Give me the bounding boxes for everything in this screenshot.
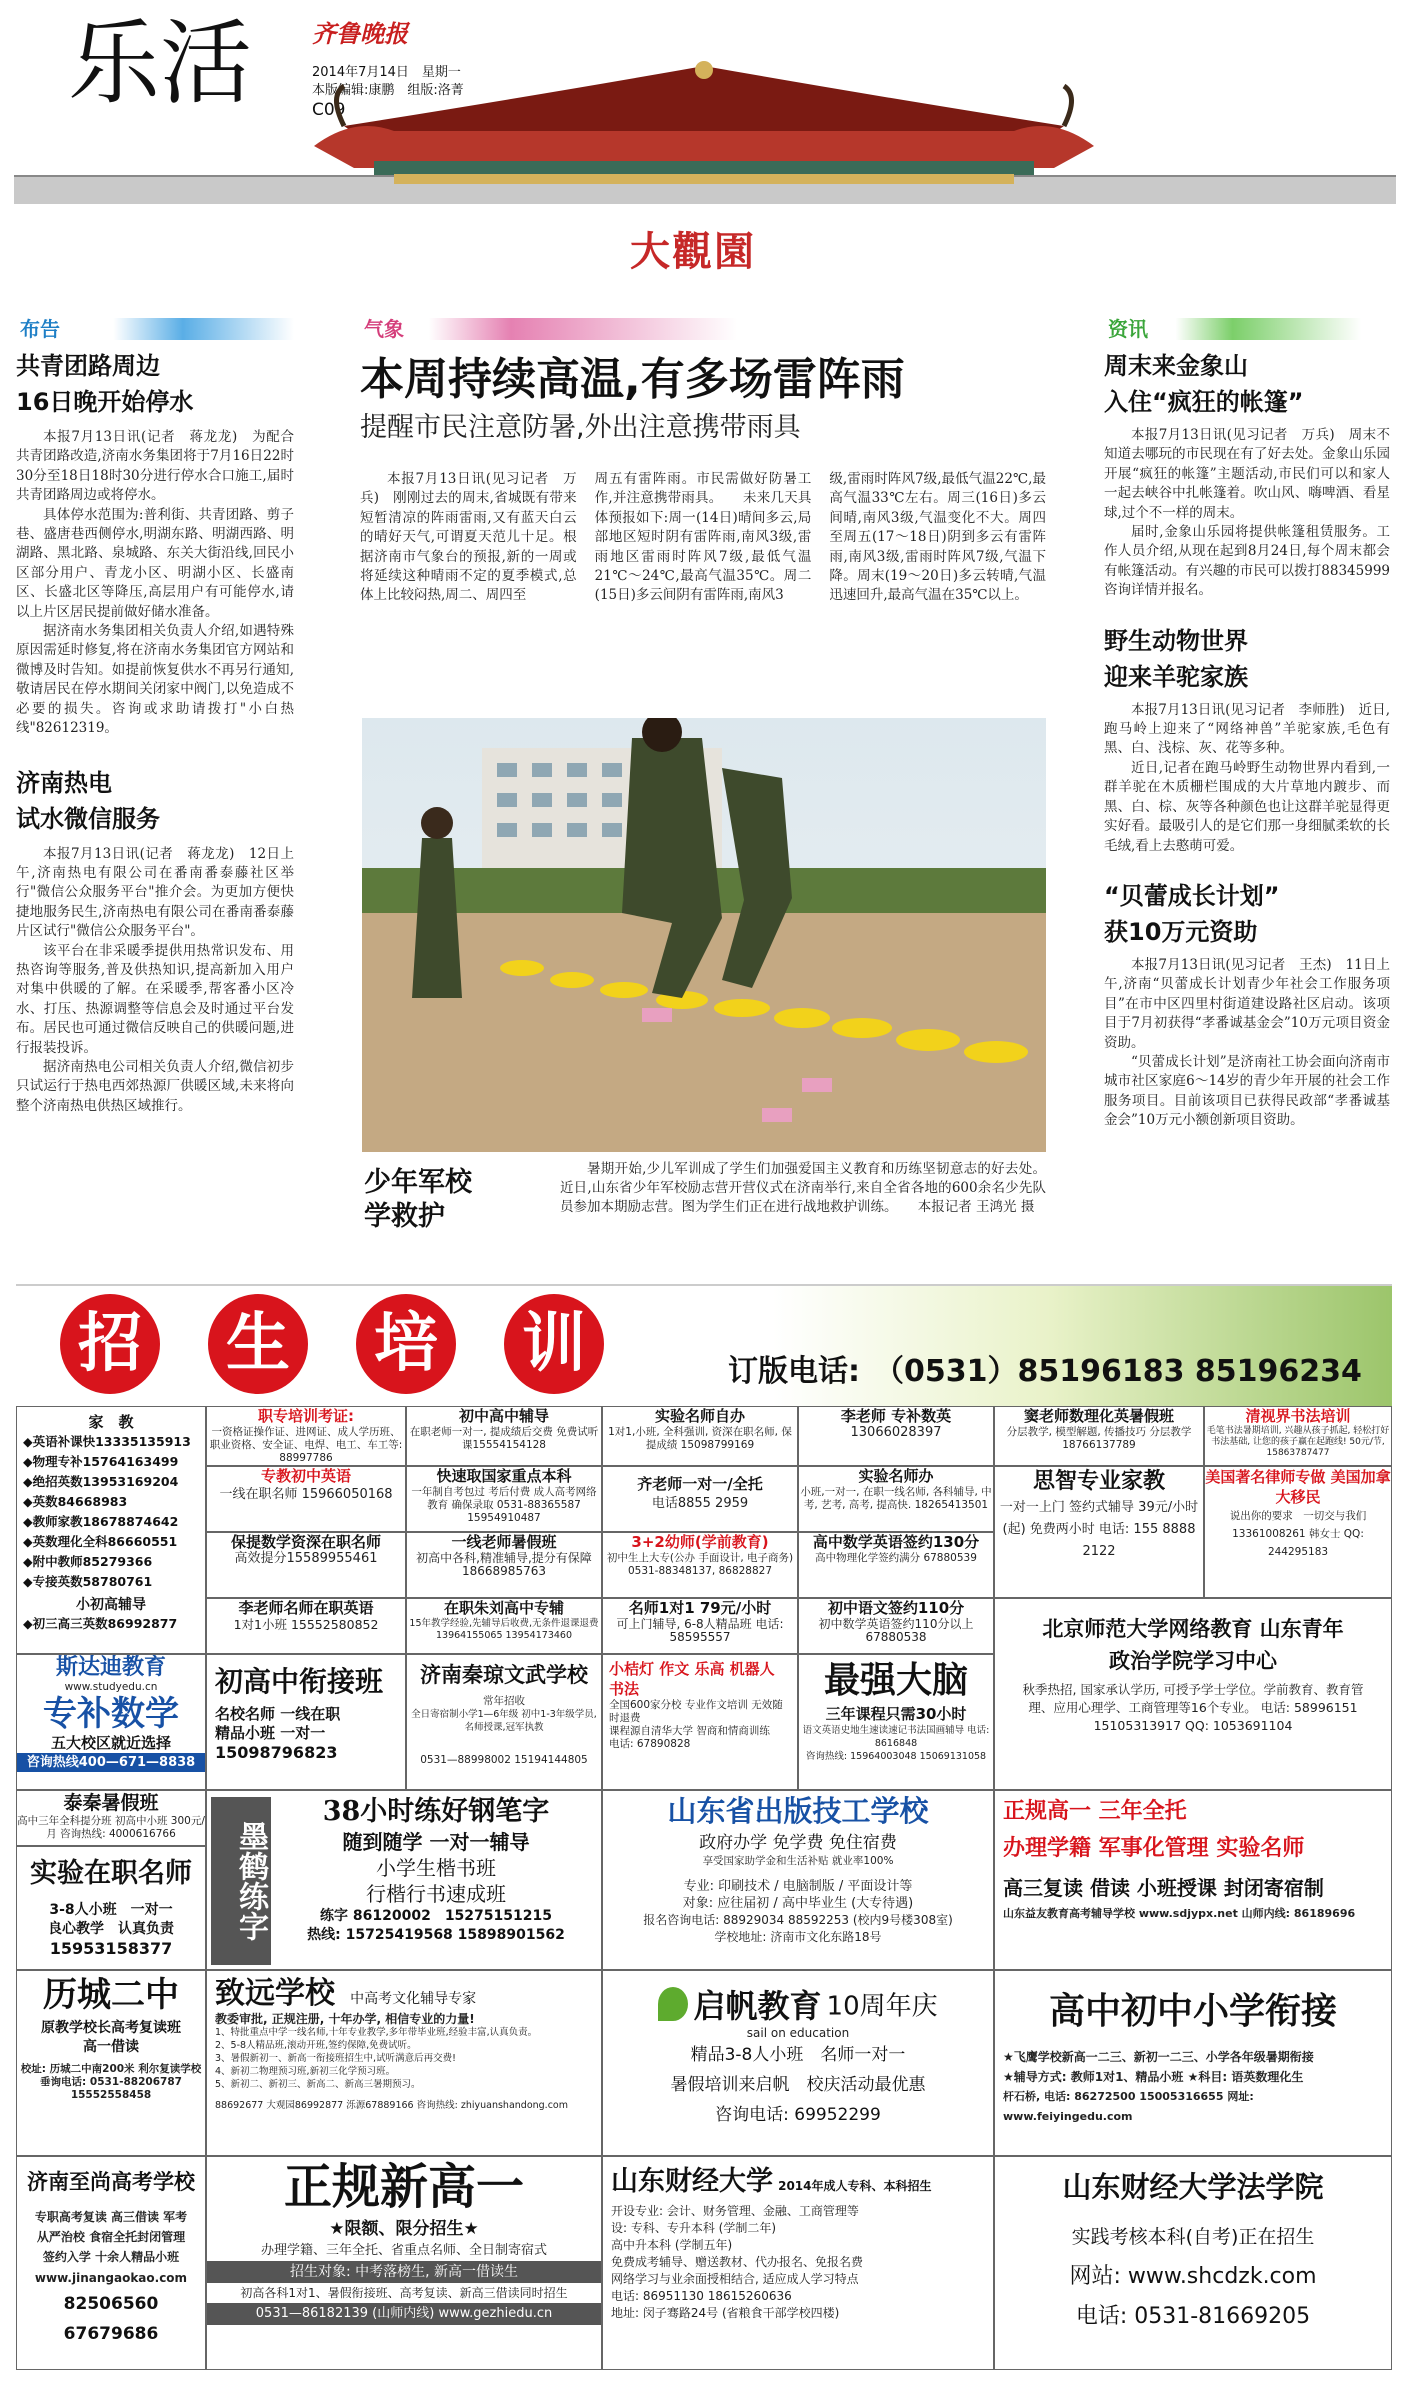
ad-text: 10周年庆 [826,1991,938,2022]
ad-headline: 启帆教育 [693,1987,822,2025]
weather-body [360,470,1046,606]
photo-military-camp [362,718,1046,1152]
article-body [1104,426,1390,601]
banner-char-circle: 生 [208,1294,308,1394]
ad-studyedu [16,1654,206,1790]
ad-title: 窦老师数理化英暑假班 [1023,1407,1174,1425]
ad-qifan [602,1970,994,2156]
list-item: ◆英数理化全科86660551 [23,1534,178,1549]
info-tag-bar [1104,318,1390,340]
masthead [0,0,1409,275]
ad-text: 校址: 历城二中南200米 利尔复读学校 [20,2063,202,2075]
list-item: 3、暑假新初一、新高一衔接班招生中,试听满意后再交费! [215,2053,456,2064]
ad-phone: 垂询电话: 0531-88206787 15552558458 [40,2076,182,2101]
column-logo: 大觀園 [630,228,756,275]
ad-title: 美国著名律师专做 美国加拿大移民 [1205,1468,1391,1506]
ad-shiyan [16,1846,206,1970]
ad-zhenggui2 [206,2156,602,2370]
ad-text: 一对一上门 签约式辅导 39元/小时(起) 免费两小时 电话: 155 8888 2122 [999,1500,1199,1559]
ad-xiaojuedeng [602,1654,798,1790]
ad-text: 可上门辅导, 6-8人精品班 电话: 58595557 [616,1617,784,1644]
ad-text: 行楷行书速成班 [366,1882,506,1906]
ad-text: 小班,一对一, 在职一线名师, 各科辅导, 中考, 艺考, 高考, 提高快. 18265413501 [800,1486,992,1511]
ad-headline: 山东财经大学 [611,2166,773,2197]
ad-text: 一资格证操作证、进网证、成人学历班、职业资格、安全证、电焊、电工、车工等: 88997786 [209,1426,403,1464]
ad-cell [994,1406,1204,1466]
paragraph: 本报7月13日讯(记者 蒋龙龙) 为配合共青团路改造,济南水务集团将于7月16日22时30分至18日18时30分进行停水合口施工,届时共青团路周边或将停水。 [16,429,294,504]
banner-char-circle: 训 [504,1294,604,1394]
ad-text: 山东益友教育高考辅导学校 www.sdjypx.net 山师内线: 86189696 [1003,1907,1356,1920]
ad-title: 思智专业家教 [1032,1469,1165,1494]
ad-text: 说出你的要求 一切交与我们 13361008261 韩女士 QQ: 244295183 [1229,1510,1367,1558]
ad-text: 办理学籍、三年全托、省重点名师、全日制寄宿式 [260,2243,547,2258]
ad-headline: 高中初中小学衔接 [1048,1990,1337,2032]
leaf-icon [658,1987,688,2021]
ad-title: 专教初中英语 [260,1467,351,1485]
paragraph: 近日,记者在跑马岭野生动物世界内看到,一群羊驼在木质栅栏围成的大片草地内踱步、而黑、白、棕、灰等各种颜色也让这群羊驼显得更实好看。最吸引人的是它们那一身细腻柔软的长毛绒,看上去憨萌可爱。 [1104,759,1390,854]
ad-logo: 墨鹤练字 [211,1797,271,1965]
ad-zhenggui1 [994,1790,1392,1970]
notice-column [16,318,294,1116]
list-item: 1、特批重点中学一线名师,十年专业教学,多年带毕业班,经验丰富,认真负责。 [215,2027,538,2038]
ad-headline: 致远学校 [215,1976,335,2011]
ad-text: 秋季热招, 国家承认学历, 可授予学士学位。学前教育、教育管理、应用心理学、工商管理等16个专业。 电话: 58996151 15105313917 QQ: 1053691104 [1022,1682,1364,1733]
ad-text: 三年课程只需30小时 [825,1705,967,1723]
ad-shandong-chuban [602,1790,994,1970]
ad-text: 随到随学 一对一辅导 [342,1830,530,1854]
ad-text: 常年招收 [483,1695,525,1707]
weather-headline: 本周持续高温,有多场雷阵雨 [360,354,905,405]
ad-banner-title [60,1294,604,1394]
issue-date: 2014年7月14日 星期一 [312,65,461,80]
ad-phone: 杆石桥, 电话: 86272500 15005316655 网址: www.feiyingedu.com [1003,2090,1254,2123]
ad-cell [406,1598,602,1654]
ad-text: 高中三年全科提分班 初高中小班 300元/月 咨询热线: 4000616766 [17,1815,205,1840]
notice-tag-bar [16,318,294,340]
paragraph: 据济南热电公司相关负责人介绍,微信初步只试运行于热电西郊热源厂供暖区域,未来将向整个济南热电供热区域推行。 [16,1058,294,1114]
ad-text: 小学生楷书班 [376,1856,496,1880]
ad-headline: 办理学籍 军事化管理 实验名师 [1003,1836,1305,1861]
ad-text: 暑假培训来启帆 校庆活动最优惠 [670,2075,926,2095]
ad-phone: 热线: 15725419568 15898901562 [307,1927,565,1943]
ad-title: 实验名师自办 [654,1407,745,1425]
ad-zhishang [16,2156,206,2370]
photo-title [364,1166,472,1234]
article-title [1104,348,1390,420]
ad-xianjie2 [994,1970,1392,2156]
editors-line: 本版编辑:康鹏 组版:洛菁 [312,83,464,98]
list-item: ◆附中教师85279366 [23,1554,153,1569]
ad-text: 高效提分15589955461 [234,1551,378,1566]
article-title-line: “贝蕾成长计划” [1104,881,1280,910]
ad-title: 齐老师一对一/全托 [637,1475,763,1493]
ad-licheng [16,1970,206,2156]
ad-text: 1对1小班 15552580852 [233,1617,379,1632]
list-item: ◆初三高三英数86992877 [23,1616,178,1631]
paragraph: 具体停水范围为:普利街、共青团路、剪子巷、盛唐巷西侧停水,明湖东路、明湖西路、明湖路、黑北路、泉城路、东关大街沿线,回民小区部分用户、青龙小区、明湖小区、长盛南区、长盛北区等降压,高层用户有可能停水,请以上片区居民提前做好储水准备。 [16,506,294,620]
ad-text: 签约入学 十余人精品小班 [42,2250,180,2264]
ad-qinqiong [406,1654,602,1790]
ad-text: 一年制自考包过 考后付费 成人高考网络教育 确保录取 0531-88365587 15954910487 [411,1486,597,1524]
ad-text: 初高各科1对1、暑假衔接班、高考复读、新高三借读同时招生 [240,2286,568,2300]
ad-text: ★飞鹰学校新高一二三、新初一二三、小学各年级暑期衔接 [1003,2050,1314,2064]
ad-title: 清视界书法培训 [1245,1407,1351,1425]
ad-cell [602,1406,798,1466]
ad-text: 免费成考辅导、赠送教材、代办报名、免报名费 [611,2255,864,2269]
article-title-line: 周末来金象山 [1104,352,1248,380]
ad-title: 高中数学英语签约130分 [812,1533,980,1551]
ad-text: 招生对象: 中考落榜生, 新高一借读生 [207,2261,601,2283]
ad-text: 15年教学经验,先辅导后收费,无条件退课退费 13964155065 13954173460 [409,1618,599,1641]
pagoda-roof-banner [14,56,1396,216]
ad-subtitle: 小初高辅导 [76,1597,146,1613]
ad-cell [1204,1466,1392,1598]
ad-cell [206,1532,406,1598]
ad-text: 享受国家助学金和生活补贴 就业率100% [702,1855,894,1867]
ad-home-tutor [16,1406,206,1654]
ad-headline: 最强大脑 [823,1659,968,1701]
paragraph: 周五有雷阵雨。市民需做好防暑工作,并注意携带雨具。 未来几天具体预报如下:周一(14日)晴间多云,局部地区短时阴有雷阵雨,南风3级,雷雨地区雷雨时阵风7级,最低气温21℃～24℃,最高气温35℃。周二(15日)多云间阴有雷阵雨,南风3 [594,471,812,604]
ad-headline: 山东财经大学法学院 [1062,2170,1324,2204]
ad-cell [798,1466,994,1532]
ad-url: www.studyedu.cn [64,1681,158,1693]
ad-text: ★辅导方式: 教师1对1、精品小班 ★科目: 语英数理化生 [1003,2070,1304,2084]
ad-phone: 练字 86120002 15275151215 [320,1908,552,1924]
ad-text: 13066028397 [850,1425,942,1440]
ad-text: 教委审批, 正规注册, 十年办学, 相信专业的力量! [215,2012,475,2026]
ad-text: 地址: 闵子骞路24号 (省粮食干部学校四楼) [611,2306,840,2320]
ad-phone: 82506560 67679686 [63,2294,159,2344]
ad-text: 对象: 应往届初 / 高中毕业生 (大专待遇) [682,1896,914,1911]
ad-text: 语文英语史地生速读速记书法国画辅导 电话: 8616848 [802,1725,990,1749]
ad-headline: 小桔灯 作文 乐高 机器人 书法 [609,1660,775,1698]
ad-text: 专业: 印刷技术 / 电脑制版 / 平面设计等 [683,1879,913,1894]
ad-text: 五大校区就近选择 [50,1734,171,1752]
paragraph: 该平台在非采暖季提供用热常识发布、用热咨询等服务,普及供热知识,提高新加入用户对集中供暖的了解。在采暖季,帮客番小区冷水、打压、热源调整等信息会及时通过平台发布。居民也可通过微信反映自己的供暖问题,进行报装投诉。 [16,942,294,1056]
ad-text: 3-8人小班 一对一 [49,1902,173,1918]
page-number: C09 [312,100,346,120]
list-item: ◆绝招英数13953169204 [23,1474,179,1489]
ad-text: sail on education [746,2026,850,2040]
ad-headline: 高三复读 借读 小班授课 封闭寄宿制 [1003,1876,1324,1900]
ad-title: 初中高中辅导 [458,1407,549,1425]
ad-text: 名校名师 一线在职 [215,1705,341,1723]
ad-headline: 济南至尚高考学校 [27,2169,195,2194]
ad-cell [798,1406,994,1466]
ad-text: ★限额、限分招生★ [329,2219,479,2239]
ad-title: 职专培训考证: [258,1407,354,1425]
ad-text: 从严治校 食宿全托封闭管理 [36,2230,186,2244]
article-title-line: 济南热电 [16,768,112,797]
ad-cell [206,1406,406,1466]
info-tag: 资讯 [1108,317,1148,341]
order-phone: （0531）85196183 85196234 [874,1354,1362,1389]
ad-headline: 山东省出版技工学校 [667,1794,929,1828]
ad-title: 家 教 [88,1413,134,1431]
banner-char-circle: 培 [356,1294,456,1394]
article-title-line: 野生动物世界 [1104,626,1248,655]
ad-content [275,1795,597,1945]
info-column [1104,318,1390,1131]
ad-banner [16,1284,1392,1406]
ad-mohe [206,1790,602,1970]
ad-headline: 专补数学 [43,1694,179,1734]
ad-title: 3+2幼师(学前教育) [631,1533,769,1551]
ad-title: 李老师 专补数英 [840,1407,952,1425]
paragraph: 级,雷雨时阵风7级,最低气温22℃,最高气温33℃左右。周三(16日)多云间晴,南风3级,气温变化不大。周四至周五(17～18日)阴到多云有雷阵雨,南风3级,雷雨时阵风7级,气温下降。周末(19～20日)多云转晴,气温迅速回升,最高气温在35℃以上。 [829,471,1047,604]
paragraph: 本报7月13日讯(见习记者 万兵) 周末不知道去哪玩的市民现在有了好去处。金象山乐园开展“疯狂的帐篷”主题活动,市民们可以和家人一起去峡谷中扎帐篷着。吹山风、嗨啤酒、看星球,过个不一样的周末。 [1104,427,1390,521]
ad-phone: 电话: 0531-81669205 [1075,2304,1311,2329]
ad-text: 设: 专科、专升本科 (学制二年) [611,2221,777,2235]
ad-text: 中高考文化辅导专家 [350,1991,477,2007]
list-item: ◆英数84668983 [23,1494,128,1509]
ad-cell [602,1466,798,1532]
paragraph: 暑期开始,少儿军训成了学生们加强爱国主义教育和历练坚韧意志的好去处。近日,山东省少年军校励志营开营仪式在济南举行,来自全省各地的600余名少先队员参加本期励志营。图为学生们正在进行战地救护训练。 本报记者 王鸿光 摄 [560,1161,1046,1215]
ad-cell [994,1598,1392,1790]
ad-text: 初高中各科,精准辅导,提分有保障 18668985763 [416,1551,592,1578]
ad-phone: 咨询热线400—671—8838 [17,1753,205,1772]
ad-text: 全国600家分校 专业作文培训 无效随时退费 [609,1699,783,1724]
ad-text: 初中数学英语签约110分以上 67880538 [818,1617,974,1644]
ad-cell [602,1532,798,1598]
weather-section [360,318,1046,606]
order-phone-label: 订版电话: [728,1354,860,1389]
ad-headline: 历城二中 [43,1975,179,2015]
ad-taiqin [16,1790,206,1846]
ad-text: 2014年成人专科、本科招生 [778,2179,932,2193]
article-title [1104,878,1390,950]
paragraph: 本报7月13日讯(见习记者 王杰) 11日上午,济南“贝蕾成长计划青少年社会工作服务项目”在市中区四里村街道建设路社区启动。该项目于7月初获得“孝番诚基金会”10万元项目资金资助。 [1104,956,1390,1051]
ad-text: 课程源自清华大学 智商和情商训练 [609,1725,770,1737]
photo-illustration [362,718,1046,1152]
article-title-line: 共青团路周边 [16,352,160,380]
ad-text: 全日寄宿制小学1—6年级 初中1-3年级学员,名师授课,冠军执教 [411,1709,597,1733]
ad-title: 保提数学资深在职名师 [230,1533,381,1551]
ad-headline: 实验在职名师 [30,1858,192,1889]
list-item: 2、5-8人精品班,滚动开班,签约保障,免费试听。 [215,2040,417,2051]
ad-url: www.jinangaokao.com [34,2271,188,2285]
ad-phone: 0531—86182139 (山师内线) www.gezhiedu.cn [207,2303,601,2325]
ad-list [23,1432,199,1592]
ad-headline: 正规新高一 [283,2159,524,2215]
ad-phone: 电话: 67890828 [609,1738,691,1750]
ad-title-row [603,1981,993,2027]
ad-text: 高一借读 [83,2039,139,2055]
paragraph: 届时,金象山乐园将提供帐篷租赁服务。工作人员介绍,从现在起到8月24日,每个周末都会有帐篷活动。有兴趣的市民可以拨打88345999咨询详情并报名。 [1104,524,1390,599]
list-item: ◆物理专补15764163499 [23,1454,179,1469]
paragraph: 本报7月13日讯(见习记者 万兵) 刚刚过去的周末,省城既有带来短暂清凉的阵雨雷雨,又有蓝天白云的晴好天气,可谓夏天范儿十足。根据济南市气象台的预报,新的一周或将延续这种晴雨不定的夏季模式,总体上比较闷热,周二、周四至 [360,471,577,604]
ad-caijing1 [602,2156,994,2370]
ad-caijing2 [994,2156,1392,2370]
ad-url: 网站: www.shcdzk.com [1069,2264,1317,2289]
ad-headline: 38小时练好钢笔字 [322,1796,550,1827]
list-item: ◆专接英数58780761 [23,1574,153,1589]
ad-cell [994,1466,1204,1598]
ad-zuiqiang [798,1654,994,1790]
photo-caption [560,1160,1046,1217]
list-item: 5、新初二、新初三、新高二、新高三暑期预习。 [215,2079,421,2090]
article-body [1104,701,1390,856]
ad-text: 1对1,小班, 全科强训, 资深在职名师, 保提成绩 15098799169 [608,1426,792,1451]
weather-tag: 气象 [364,317,404,341]
ad-text: 学校地址: 济南市文化东路18号 [714,1930,882,1944]
ad-title: 初中语文签约110分 [827,1599,965,1617]
notice-tag: 布告 [20,317,60,341]
article-title-line: 获10万元资助 [1104,917,1258,946]
ad-title: 实验名师办 [858,1467,934,1485]
ad-cell [602,1598,798,1654]
ad-phone: 咨询热线: 15964003048 15069131058 [805,1751,987,1762]
article-title [1104,623,1390,695]
ad-title: 在职朱刘高中专辅 [443,1599,564,1617]
article-body [1104,956,1390,1131]
ad-cell [206,1466,406,1532]
ad-text: 精品小班 一对一 [215,1724,326,1742]
ad-text: 良心教学 认真负责 [48,1921,174,1937]
ad-text: 专职高考复读 高三借读 军考 [34,2210,188,2224]
article-title [16,765,294,837]
article-body [16,428,294,739]
ad-title: 名师1对1 79元/小时 [628,1599,772,1617]
ad-cell [1204,1406,1392,1466]
paragraph: 本报7月13日讯(见习记者 李师胜) 近日,跑马岭上迎来了“网络神兽”羊驼家族,毛色有黑、白、浅棕、灰、花等多种。 [1104,701,1390,757]
weather-subhead: 提醒市民注意防暑,外出注意携带雨具 [360,412,801,443]
ad-logo: 斯达迪教育 [55,1655,166,1680]
ad-cell [406,1532,602,1598]
ad-zhiyuan [206,1970,602,2156]
ad-text: 报名咨询电话: 88929034 88592253 (校内9号楼308室) [643,1913,953,1927]
ad-text: 电话8855 2959 [651,1496,749,1511]
article-body [16,845,294,1117]
ad-phone: 15953158377 [49,1939,173,1958]
ad-text: 在职老师一对一, 提成绩后交费 免费试听课15554154128 [409,1426,599,1451]
ad-headline: 正规高一 三年全托 [1003,1799,1187,1824]
ad-cell [798,1598,994,1654]
ad-headline: 泰秦暑假班 [63,1792,159,1814]
page-title: 乐活 [68,10,253,117]
ad-text: 政府办学 免学费 免住宿费 [699,1833,897,1853]
ad-title: 一线老师暑假班 [451,1533,557,1551]
ad-phone: 电话: 86951130 18615260636 [611,2289,792,2303]
ad-phone: 15098796823 [215,1743,338,1762]
article-title-line: 16日晚开始停水 [16,388,194,416]
article-title-line: 迎来羊驼家族 [1104,662,1248,691]
ad-cell [406,1466,602,1532]
ad-title-row [611,2161,985,2203]
article-title [16,348,294,420]
ad-title: 李老师名师在职英语 [238,1599,374,1617]
ad-text: 高中物理化学签约满分 67880539 [815,1552,977,1564]
ad-phone: 0531—88998002 15194144805 [420,1754,588,1766]
ad-text: 网络学习与业余面授相结合, 适应成人学习特点 [611,2272,859,2286]
ad-cell [206,1598,406,1654]
photo-title-line: 少年军校 [364,1167,472,1198]
ad-title: 快速取国家重点本科 [436,1467,572,1485]
ad-text: 原教学校长高考复读班 [41,2020,181,2036]
ad-text: 高中升本科 (学制五年) [611,2238,733,2252]
weather-tag-bar [360,318,1046,340]
ad-text: 精品3-8人小班 名师一对一 [690,2045,906,2065]
list-item: 4、新初二物理预习班,新初三化学预习班。 [215,2066,396,2077]
list-item: ◆教师家教18678874642 [23,1514,179,1529]
ad-cell [798,1532,994,1598]
newspaper-brand: 齐鲁晚报 [312,20,408,48]
ad-headline: 济南秦琼文武学校 [420,1662,588,1687]
ad-text: 一线在职名师 15966050168 [219,1487,393,1502]
photo-title-line: 学救护 [364,1201,445,1232]
ad-phone: 88692677 大观园86992877 泺源67889166 咨询热线: zhiyuanshandong.com [215,2100,568,2111]
article-title-line: 入住“疯狂的帐篷” [1104,388,1304,416]
banner-char-circle: 招 [60,1294,160,1394]
ad-cell [406,1406,602,1466]
ad-phone: 咨询电话: 69952299 [715,2105,881,2125]
ad-title: 北京师范大学网络教育 山东青年政治学院学习中心 [1042,1617,1344,1673]
paragraph: 本报7月13日讯(记者 蒋龙龙) 12日上午,济南热电有限公司在番南番泰藤社区举行"微信公众服务平台"推介会。为更加方便快捷地服务民生,济南热电有限公司在番南番泰藤片区试行"微信公众服务平台"。 [16,845,294,940]
ad-text: 分层教学, 模型解题, 传播技巧 分层教学 18766137789 [1006,1426,1192,1451]
ad-xianjie [206,1654,406,1790]
ad-title-row [215,1975,593,2013]
ad-text: 初中生上大专(公办 手面设计, 电子商务) 0531-88348137, 86828827 [606,1552,794,1577]
ad-headline: 初高中衔接班 [215,1665,384,1698]
list-item: ◆英语补课快13335135913 [23,1434,191,1449]
paragraph: 据济南水务集团相关负责人介绍,如遇特殊原因需延时修复,将在济南水务集团官方网站和微博及时告知。如提前恢复供水不再另行通知,敬请居民在停水期间关闭家中阀门,以免造成不必要的损失。咨询或求助请拨打"小白热线"82612319。 [16,623,294,737]
ad-text: 实践考核本科(自考)正在招生 [1071,2226,1315,2248]
ad-text: 开设专业: 会计、财务管理、金融、工商管理等 [611,2204,859,2218]
article-title-line: 试水微信服务 [16,804,160,833]
ad-text: 毛笔书法暑期培训, 兴趣从孩子抓起, 轻松打好书法基础, 让您的孩子赢在起跑线! 50元/节, 15863787477 [1206,1426,1390,1458]
paragraph: “贝蕾成长计划”是济南社工协会面向济南市城市社区家庭6～14岁的青少年开展的社会工作服务项目。目前该项目已获得民政部“孝番诚基金会”10万元小额创新项目资助。 [1104,1053,1390,1129]
